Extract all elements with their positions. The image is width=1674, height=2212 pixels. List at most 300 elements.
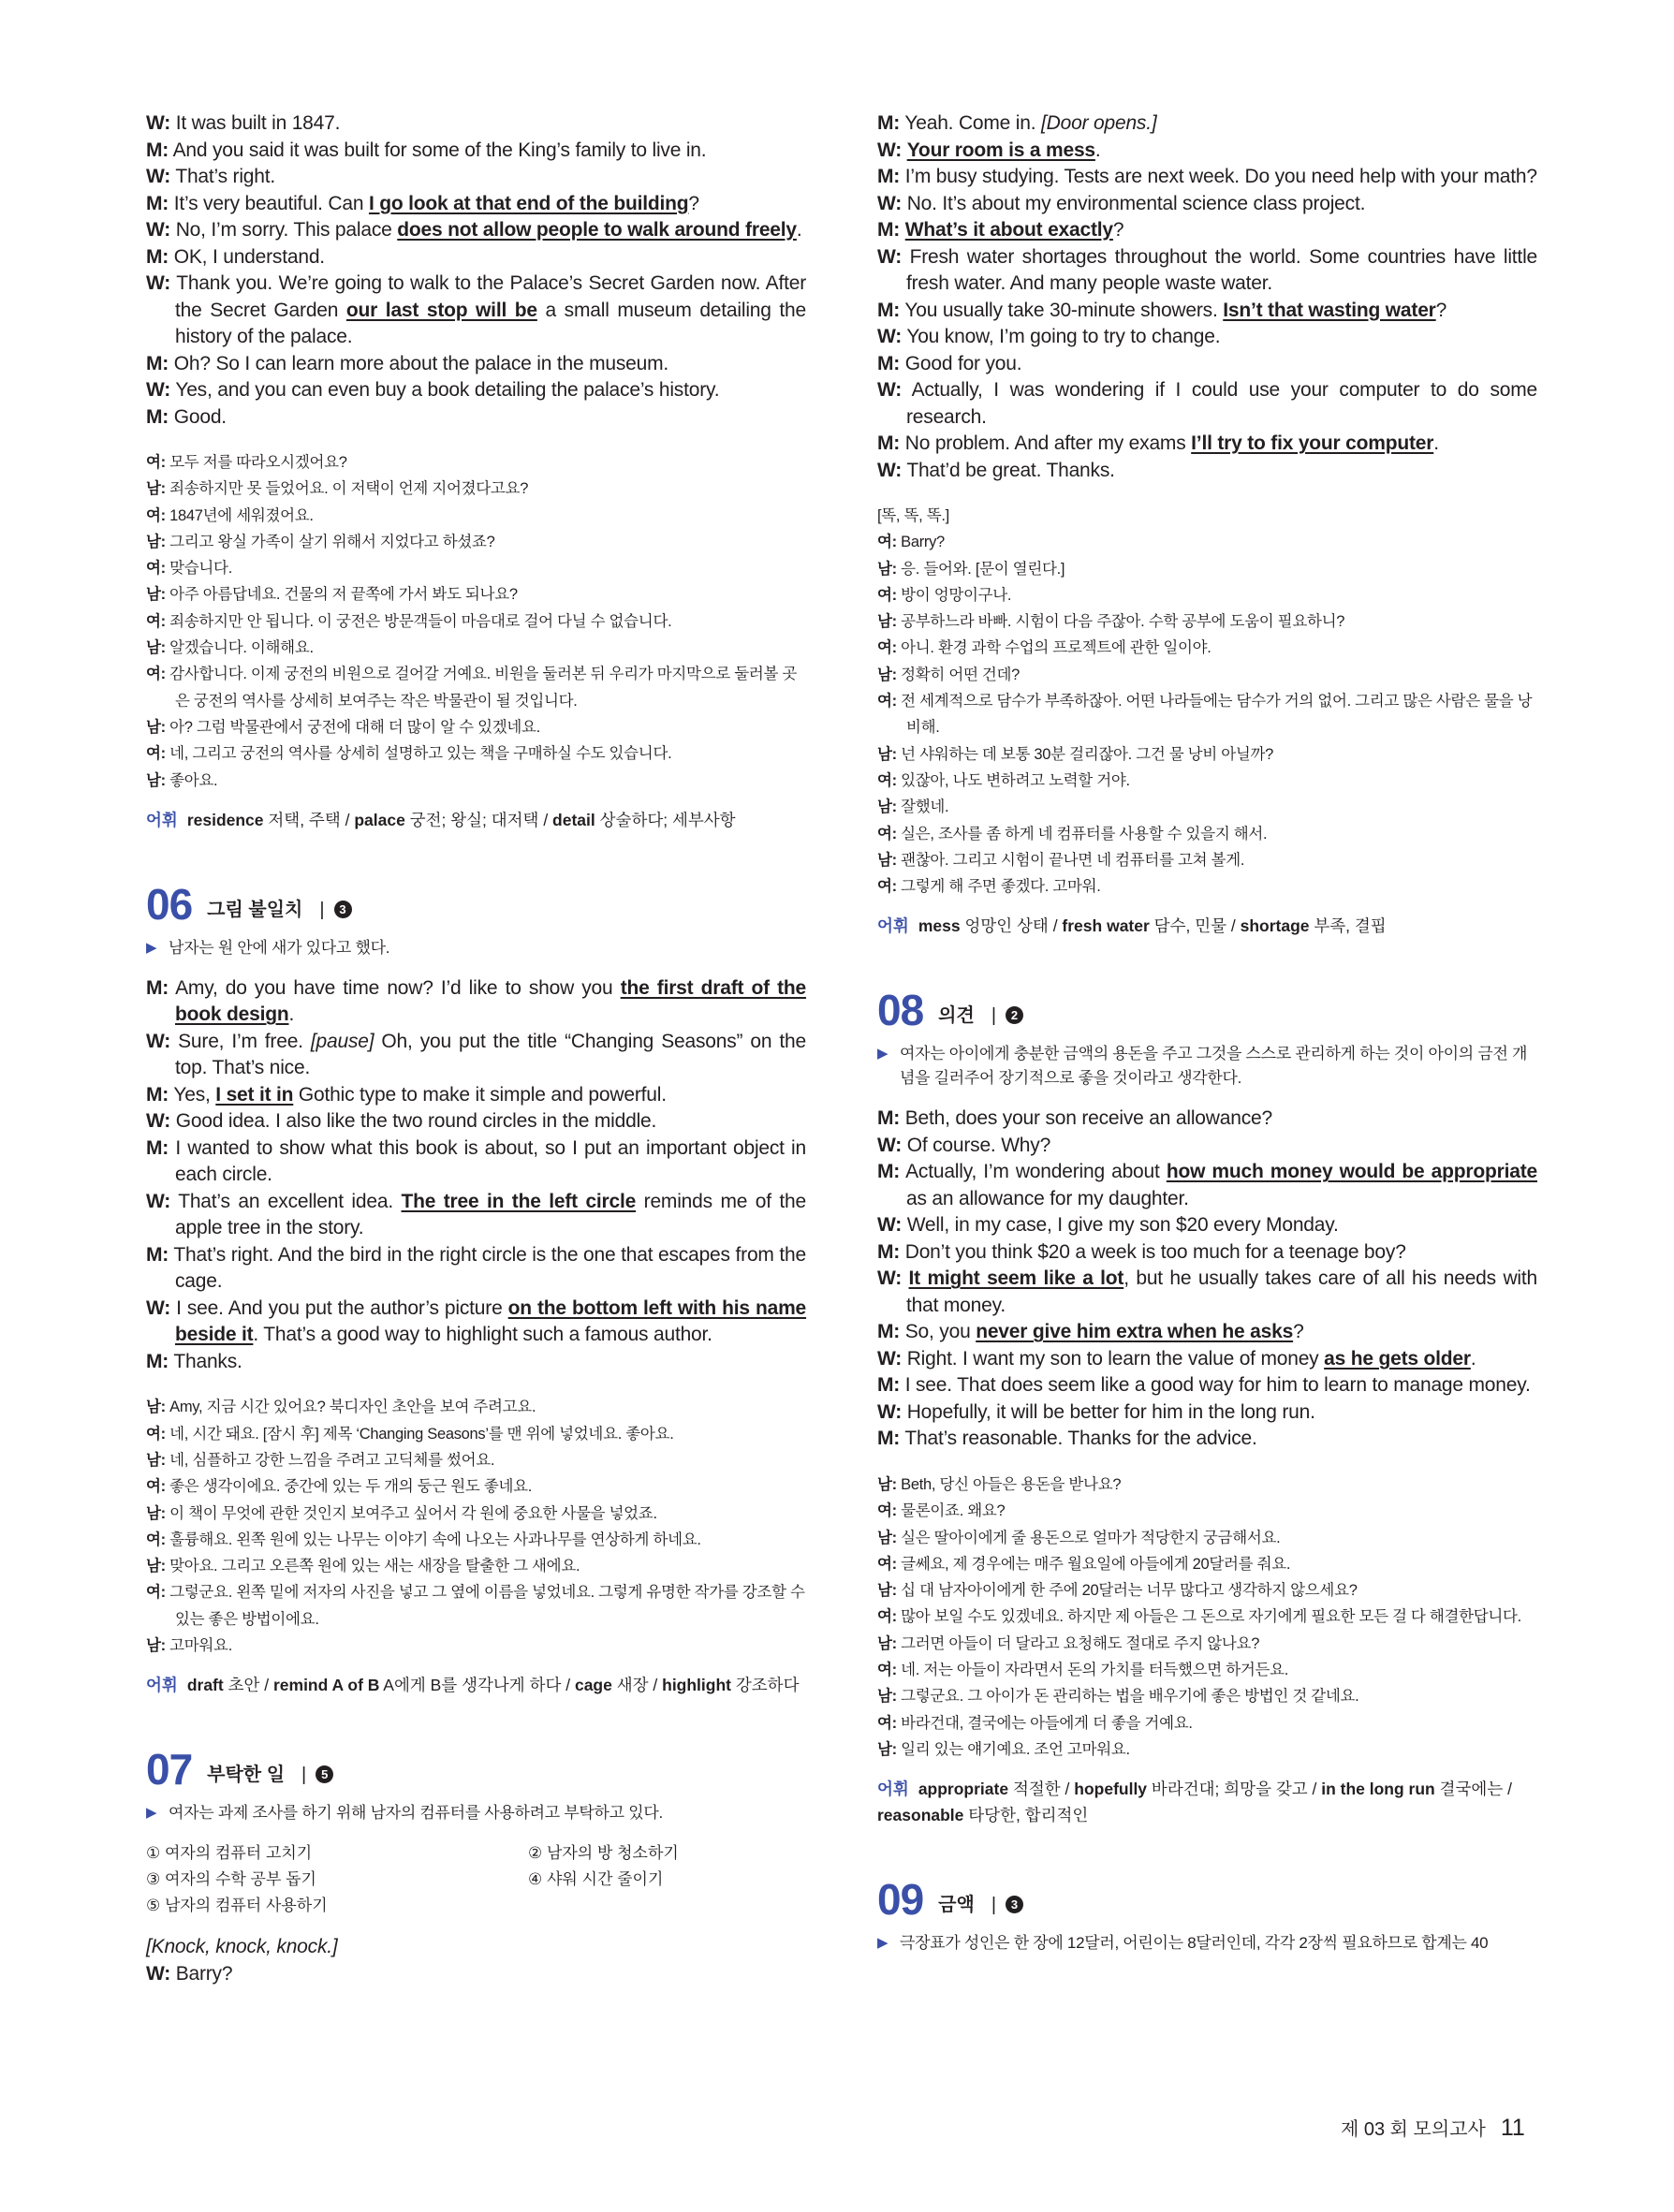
dialogue-text: . That’s a good way to highlight such a famous author. <box>253 1324 712 1346</box>
translation-line <box>877 635 1537 661</box>
option-1: ① 여자의 컴퓨터 고치기 <box>146 1844 313 1863</box>
question-type: 부탁한 일 <box>207 1765 286 1786</box>
speaker-label: 남: <box>877 560 897 578</box>
dialogue-line <box>146 1135 806 1189</box>
dialogue-text: That’s right. And the bird in the right circle is the one that escapes from the cage. <box>173 1243 806 1293</box>
triangle-bullet-icon: ▶ <box>146 1805 157 1822</box>
translation-text: 바라건대, 결국에는 아들에게 더 좋을 거예요. <box>901 1714 1193 1732</box>
speaker-label: M: <box>877 352 901 374</box>
translation-line <box>146 1553 806 1579</box>
dialogue-line <box>877 110 1537 138</box>
speaker-label: W: <box>146 112 171 134</box>
vocab-label: 어휘 <box>877 1780 909 1799</box>
speaker-label: M: <box>146 1136 169 1159</box>
dialogue-q05-korean <box>146 449 806 794</box>
translation-text: 이 책이 무엇에 관한 것인지 보여주고 싶어서 각 원에 중요한 사물을 넣었죠. <box>169 1504 657 1522</box>
dialogue-line <box>877 164 1537 191</box>
dialogue-text: Actually, I’m wondering about <box>905 1161 1167 1183</box>
translation-text: 일리 있는 얘기예요. 조언 고마워요. <box>901 1740 1130 1758</box>
speaker-label: 여: <box>877 639 897 657</box>
dialogue-line <box>877 431 1537 458</box>
vocab-meaning: 상술하다; 세부사항 <box>595 810 736 829</box>
speaker-label: 여: <box>146 560 166 578</box>
speaker-label: W: <box>146 1030 171 1052</box>
translation-line <box>146 635 806 661</box>
translation-text: 훌륭해요. 왼쪽 원에 있는 나무는 이야기 속에 나오는 사과나무를 연상하게 하네요. <box>169 1531 701 1548</box>
stage-direction: [Knock, knock, knock.] <box>146 1936 338 1958</box>
dialogue-q08-korean <box>877 1472 1537 1763</box>
speaker-label: 남: <box>877 1529 897 1546</box>
dialogue-line <box>877 1212 1537 1239</box>
translation-text: 괜찮아. 그리고 시험이 끝나면 네 컴퓨터를 고쳐 볼게. <box>901 851 1245 869</box>
vocab-meaning: 새장 / <box>611 1676 663 1695</box>
translation-line <box>877 1710 1537 1736</box>
translation-line <box>877 1472 1537 1498</box>
translation-line <box>146 661 806 714</box>
translation-line <box>877 1683 1537 1709</box>
translation-line <box>877 1736 1537 1763</box>
question-06-header <box>146 879 806 929</box>
exam-label: 제 03 회 모의고사 <box>1341 2119 1486 2140</box>
speaker-label: 남: <box>146 1504 166 1522</box>
speaker-label: 남: <box>146 1399 166 1416</box>
translation-text: 그렇군요. 그 아이가 돈 관리하는 법을 배우기에 좋은 방법인 것 같네요. <box>901 1688 1359 1706</box>
key-phrase: I go look at that end of the building <box>368 192 689 214</box>
speaker-label: M: <box>146 1083 169 1106</box>
dialogue-line <box>877 1133 1537 1160</box>
translation-line <box>146 1633 806 1659</box>
page-number: 11 <box>1500 2115 1525 2141</box>
speaker-label: M: <box>146 1243 169 1266</box>
dialogue-text: That’s reasonable. Thanks for the advice. <box>904 1428 1257 1450</box>
dialogue-text: I see. That does seem like a good way for him to learn to manage money. <box>904 1374 1531 1397</box>
dialogue-line <box>877 458 1537 485</box>
speaker-label: 여: <box>877 771 897 789</box>
speaker-label: 남: <box>877 1688 897 1706</box>
vocab-term: hopefully <box>1074 1780 1148 1799</box>
translation-line <box>146 1421 806 1447</box>
translation-line <box>146 740 806 767</box>
translation-text: 그러면 아들이 더 달라고 요청해도 절대로 주지 않나요? <box>901 1634 1260 1652</box>
translation-line <box>877 1657 1537 1683</box>
speaker-label: 여: <box>146 454 166 471</box>
dialogue-text: Good idea. I also like the two round circles in the middle. <box>175 1110 657 1133</box>
translation-line <box>877 1631 1537 1657</box>
translation-text: 네. 저는 아들이 자라면서 돈의 가치를 터득했으면 하거든요. <box>901 1662 1289 1679</box>
dialogue-q05-english <box>146 110 806 431</box>
translation-text: 실은, 조사를 좀 하게 네 컴퓨터를 사용할 수 있을지 해서. <box>901 825 1268 842</box>
stage-direction: [Door opens.] <box>1041 112 1157 134</box>
translation-line <box>146 449 806 476</box>
speaker-label: 남: <box>146 1558 166 1575</box>
dialogue-text: No problem. And after my exams <box>904 432 1192 454</box>
answer-options-q07 <box>146 1840 806 1919</box>
speaker-label: 남: <box>877 851 897 869</box>
translation-line <box>146 1447 806 1473</box>
vocab-meaning: 초안 / <box>223 1676 273 1695</box>
speaker-label: M: <box>877 1107 901 1130</box>
vocab-q05 <box>146 807 806 833</box>
dialogue-q06-korean <box>146 1394 806 1659</box>
dialogue-text: Oh? So I can learn more about the palace in the museum. <box>173 352 669 374</box>
dialogue-line <box>877 1239 1537 1267</box>
explanation-q09: ▶ 극장표가 성인은 한 장에 12달러, 어린이는 8달러인데, 각각 2장씩 필요하므로 합계는 40 <box>877 1931 1537 1956</box>
option-2: ② 남자의 방 청소하기 <box>528 1844 679 1863</box>
dialogue-text: That’s right. <box>175 166 276 187</box>
speaker-label: 여: <box>877 825 897 842</box>
translation-text: 죄송하지만 못 들었어요. 이 저택이 언제 지어졌다고요? <box>169 480 529 498</box>
speaker-label: 여: <box>146 506 166 524</box>
translation-text: 응. 들어와. [문이 열린다.] <box>901 560 1065 578</box>
vocab-term: in the long run <box>1321 1780 1435 1799</box>
dialogue-text: Fresh water shortages throughout the world. Some countries have little fresh water. And many people waste water. <box>906 245 1538 294</box>
option-3: ③ 여자의 수학 공부 돕기 <box>146 1870 316 1889</box>
speaker-label: 여: <box>146 1425 166 1443</box>
question-number: 08 <box>877 986 924 1035</box>
dialogue-line <box>146 404 806 432</box>
vocab-label: 어휘 <box>877 916 909 936</box>
dialogue-text: I see. And you put the author’s picture <box>176 1296 508 1319</box>
dialogue-line <box>877 1319 1537 1346</box>
translation-text: 공부하느라 바빠. 시험이 다음 주잖아. 수학 공부에 도움이 필요하니? <box>901 613 1345 631</box>
vocab-q07 <box>877 913 1537 939</box>
vocab-label: 어휘 <box>146 810 178 829</box>
key-phrase: I’ll try to fix your computer <box>1191 432 1434 454</box>
translation-text: 좋아요. <box>169 771 218 789</box>
question-number: 06 <box>146 879 193 929</box>
translation-text: 그렇게 해 주면 좋겠다. 고마워. <box>901 878 1101 896</box>
key-phrase: Your room is a mess <box>906 139 1095 161</box>
speaker-label: 남: <box>146 533 166 550</box>
key-phrase: as he gets older <box>1324 1347 1471 1370</box>
translation-text: 죄송하지만 안 됩니다. 이 궁전은 방문객들이 마음대로 걸어 다닐 수 없습니다. <box>169 612 672 630</box>
key-phrase: how much money would be appropriate <box>1166 1161 1537 1183</box>
vocab-meaning: 강조하다 <box>731 1676 800 1695</box>
translation-text: 네, 심플하고 강한 느낌을 주려고 고딕체를 썼어요. <box>169 1451 495 1469</box>
speaker-label: 남: <box>877 1740 897 1758</box>
speaker-label: 여: <box>146 1584 166 1602</box>
dialogue-text: You usually take 30-minute showers. <box>904 299 1224 321</box>
vocab-term: fresh water <box>1062 916 1150 936</box>
dialogue-q07-korean <box>877 503 1537 900</box>
question-07-header <box>146 1745 806 1795</box>
speaker-label: M: <box>146 1350 169 1372</box>
dialogue-line <box>877 351 1537 378</box>
speaker-label: 남: <box>146 639 166 657</box>
translation-text: 네, 그리고 궁전의 역사를 상세히 설명하고 있는 책을 구매하실 수도 있습니다. <box>169 745 672 763</box>
translation-text: 방이 엉망이구나. <box>901 586 1012 604</box>
dialogue-line <box>146 1934 806 1961</box>
dialogue-text: I wanted to show what this book is about, so I put an important object in each circle. <box>175 1136 806 1186</box>
dialogue-line <box>877 217 1537 244</box>
answer-badge: 3 <box>334 901 352 918</box>
dialogue-text: OK, I understand. <box>173 245 325 268</box>
speaker-label: 남: <box>877 798 897 816</box>
translation-text: 모두 저를 따라오시겠어요? <box>169 454 347 471</box>
dialogue-line <box>877 1159 1537 1212</box>
translation-line <box>877 608 1537 635</box>
translation-line <box>877 662 1537 688</box>
right-column <box>877 110 1537 1956</box>
dialogue-text: Actually, I was wondering if I could use your computer to do some research. <box>906 379 1537 428</box>
explanation-q06: ▶ 남자는 원 안에 새가 있다고 했다. <box>146 936 806 960</box>
vocab-meaning: 궁전; 왕실; 대저택 / <box>404 810 553 829</box>
vocab-meaning: A에게 B를 생각나게 하다 / <box>379 1676 575 1695</box>
key-phrase: does not allow people to walk around freely <box>397 219 797 241</box>
dialogue-line <box>877 324 1537 351</box>
translation-text: Amy, 지금 시간 있어요? 북디자인 초안을 보여 주려고요. <box>169 1399 536 1416</box>
key-phrase: on the bottom left with his name beside it <box>175 1296 807 1346</box>
speaker-label: 남: <box>146 1637 166 1655</box>
dialogue-text: No. It’s about my environmental science class project. <box>906 192 1366 214</box>
dialogue-text: Yes, <box>173 1083 216 1106</box>
translation-text: [똑, 똑, 똑.] <box>877 507 949 524</box>
dialogue-text: . <box>1470 1347 1476 1370</box>
translation-line <box>146 529 806 555</box>
translation-line <box>877 1498 1537 1524</box>
dialogue-text: No, I’m sorry. This palace <box>175 219 398 241</box>
speaker-label: W: <box>877 192 903 214</box>
vocab-meaning: 엉망인 상태 / <box>960 916 1063 936</box>
vocab-meaning: 타당한, 합리적인 <box>963 1806 1089 1825</box>
dialogue-line <box>146 191 806 218</box>
translation-line <box>877 768 1537 794</box>
dialogue-line <box>877 1399 1537 1427</box>
dialogue-text: Well, in my case, I give my son $20 every Monday. <box>906 1214 1339 1237</box>
translation-line <box>877 821 1537 847</box>
speaker-label: W: <box>146 1190 171 1212</box>
divider-bar: | <box>991 1005 997 1027</box>
speaker-label: 여: <box>877 1608 897 1626</box>
speaker-label: M: <box>146 192 169 214</box>
speaker-label: M: <box>877 166 901 187</box>
dialogue-text: ? <box>688 192 699 214</box>
vocab-term: residence <box>186 810 264 829</box>
key-phrase: I set it in <box>215 1083 294 1106</box>
translation-line <box>146 555 806 581</box>
dialogue-text: Gothic type to make it simple and powerful. <box>293 1083 667 1106</box>
dialogue-line <box>877 1372 1537 1399</box>
left-column <box>146 110 806 1987</box>
vocab-meaning: 부족, 결핍 <box>1309 916 1387 936</box>
speaker-label: W: <box>877 1267 903 1290</box>
key-phrase: What’s it about exactly <box>904 219 1113 241</box>
dialogue-text: ? <box>1293 1321 1304 1343</box>
translation-line <box>146 503 806 529</box>
speaker-label: M: <box>146 245 169 268</box>
key-phrase: It might seem like a lot <box>908 1267 1124 1290</box>
speaker-label: 남: <box>146 586 166 604</box>
dialogue-text: Oh, you put the title “Changing Seasons” on the top. That’s nice. <box>175 1030 806 1079</box>
translation-line <box>877 1525 1537 1551</box>
dialogue-text: You know, I’m going to try to change. <box>906 326 1221 347</box>
triangle-bullet-icon: ▶ <box>877 1046 888 1062</box>
dialogue-line <box>146 351 806 378</box>
translation-text: 맞아요. 그리고 오른쪽 원에 있는 새는 새장을 탈출한 그 새에요. <box>169 1558 580 1575</box>
question-type: 그림 불일치 <box>207 899 303 920</box>
speaker-label: M: <box>877 1240 901 1263</box>
vocab-term: palace <box>354 810 405 829</box>
speaker-label: W: <box>146 379 171 401</box>
speaker-label: W: <box>877 1347 903 1370</box>
translation-line <box>146 714 806 740</box>
dialogue-line <box>877 191 1537 218</box>
speaker-label: 남: <box>877 1475 897 1493</box>
dialogue-text: Yes, and you can even buy a book detailing the palace’s history. <box>175 379 720 401</box>
speaker-label: 남: <box>877 1634 897 1652</box>
translation-text: 알겠습니다. 이해해요. <box>169 639 314 657</box>
dialogue-text: I’m busy studying. Tests are next week. Do you need help with your math? <box>904 166 1537 187</box>
speaker-label: M: <box>877 1374 901 1397</box>
vocab-term: appropriate <box>918 1780 1009 1799</box>
dialogue-text: Don’t you think $20 a week is too much for a teenage boy? <box>904 1240 1406 1263</box>
dialogue-q06-english <box>146 975 806 1376</box>
dialogue-line <box>146 377 806 404</box>
dialogue-text: Barry? <box>175 1962 233 1985</box>
translation-text: 좋은 생각이에요. 중간에 있는 두 개의 둥근 원도 좋네요. <box>169 1478 533 1496</box>
explanation-q08: ▶ 여자는 아이에게 충분한 금액의 용돈을 주고 그것을 스스로 관리하게 하는 것이 아이의 금전 개념을 길러주어 장기적으로 좋을 것이라고 생각한다. <box>877 1042 1537 1091</box>
translation-line <box>877 503 1537 529</box>
translation-text: Barry? <box>901 534 945 551</box>
speaker-label: 남: <box>877 613 897 631</box>
translation-text: 전 세계적으로 담수가 부족하잖아. 어떤 나라들에는 담수가 거의 없어. 그리고 많은 사람은 물을 낭비해. <box>901 693 1533 737</box>
question-type: 금액 <box>938 1895 975 1916</box>
dialogue-text: Amy, do you have time now? I’d like to show you <box>175 976 621 999</box>
speaker-label: 여: <box>146 666 166 683</box>
answer-badge: 5 <box>316 1765 333 1783</box>
vocab-meaning: 결국에는 / <box>1434 1780 1512 1799</box>
speaker-label: W: <box>877 139 903 161</box>
translation-text: 네, 시간 돼요. [잠시 후] 제목 ‘Changing Seasons’를 맨 위에 넣었네요. 좋아요. <box>169 1425 674 1443</box>
key-phrase: our last stop will be <box>345 299 537 321</box>
translation-text: 고마워요. <box>169 1637 232 1655</box>
option-4: ④ 샤워 시간 줄이기 <box>528 1870 664 1889</box>
translation-line <box>146 1394 806 1420</box>
speaker-label: 여: <box>877 1555 897 1573</box>
vocab-term: remind A of B <box>272 1676 380 1695</box>
speaker-label: M: <box>877 1321 901 1343</box>
question-08-header <box>877 988 1537 1033</box>
question-type: 의견 <box>938 1005 975 1027</box>
key-phrase: The tree in the left circle <box>401 1190 637 1212</box>
translation-text: 아주 아름답네요. 건물의 저 끝쪽에 가서 봐도 되나요? <box>169 586 518 604</box>
translation-text: 감사합니다. 이제 궁전의 비원으로 걸어갈 거예요. 비원을 둘러본 뒤 우리가 마지막으로 둘러볼 곳은 궁전의 역사를 상세히 보여주는 작은 박물관이 될 것입니다. <box>169 666 798 710</box>
translation-line <box>146 1579 806 1633</box>
speaker-label: 여: <box>877 586 897 604</box>
translation-text: 십 대 남자아이에게 한 주에 20달러는 너무 많다고 생각하지 않으세요? <box>901 1582 1358 1600</box>
speaker-label: W: <box>146 219 171 241</box>
dialogue-line <box>877 377 1537 431</box>
dialogue-text: ? <box>1435 299 1447 321</box>
question-09-header <box>877 1875 1537 1925</box>
translation-line <box>877 794 1537 820</box>
translation-text: 맞습니다. <box>169 560 232 578</box>
translation-line <box>146 608 806 635</box>
speaker-label: 여: <box>146 1478 166 1496</box>
translation-text: 글쎄요, 제 경우에는 매주 월요일에 아들에게 20달러를 줘요. <box>901 1555 1291 1573</box>
dialogue-text: a small museum detailing the history of the palace. <box>175 299 806 347</box>
dialogue-text: Good for you. <box>904 352 1022 374</box>
translation-text: 잘했네. <box>901 798 949 816</box>
dialogue-q08-english <box>877 1106 1537 1453</box>
dialogue-text: Beth, does your son receive an allowance? <box>904 1107 1272 1130</box>
dialogue-q07-english-start <box>146 1934 806 1987</box>
dialogue-text: Hopefully, it will be better for him in the long run. <box>906 1400 1315 1423</box>
speaker-label: W: <box>146 1110 171 1133</box>
vocab-term: highlight <box>662 1676 731 1695</box>
dialogue-text: Good. <box>173 405 227 428</box>
translation-text: 정확히 어떤 건데? <box>901 666 1021 683</box>
dialogue-text: Of course. Why? <box>906 1134 1051 1156</box>
dialogue-line <box>146 1108 806 1135</box>
speaker-label: 여: <box>877 534 897 551</box>
vocab-meaning: 담수, 민물 / <box>1149 916 1241 936</box>
vocab-term: detail <box>552 810 595 829</box>
dialogue-line <box>146 138 806 165</box>
dialogue-text: as an allowance for my daughter. <box>906 1187 1189 1209</box>
translation-line <box>146 1527 806 1553</box>
speaker-label: W: <box>877 1400 903 1423</box>
triangle-bullet-icon: ▶ <box>877 1935 888 1952</box>
dialogue-line <box>146 1961 806 1988</box>
speaker-label: M: <box>877 219 901 241</box>
vocab-meaning: 적절한 / <box>1008 1780 1075 1799</box>
dialogue-line <box>146 1189 806 1242</box>
dialogue-text: reminds me of the apple tree in the story. <box>175 1190 806 1239</box>
dialogue-text: . <box>1433 432 1439 454</box>
vocab-q08 <box>877 1776 1537 1828</box>
translation-line <box>877 1577 1537 1604</box>
speaker-label: 남: <box>146 1451 166 1469</box>
dialogue-line <box>146 244 806 271</box>
speaker-label: W: <box>146 166 171 187</box>
dialogue-line <box>146 975 806 1029</box>
translation-text: 있잖아, 나도 변하려고 노력할 거야. <box>901 771 1130 789</box>
dialogue-text: It’s very beautiful. Can <box>173 192 369 214</box>
dialogue-text: . <box>1094 139 1101 161</box>
speaker-label: 남: <box>877 1582 897 1600</box>
vocab-meaning: 저택, 주택 / <box>263 810 355 829</box>
speaker-label: 여: <box>146 1531 166 1548</box>
key-phrase: never give him extra when he asks <box>976 1321 1294 1343</box>
dialogue-text: Thank you. We’re going to walk to the Palace’s Secret Garden now. After the Secret Garden <box>175 272 806 321</box>
speaker-label: M: <box>877 112 901 134</box>
translation-text: 아니. 환경 과학 수업의 프로젝트에 관한 일이야. <box>901 639 1211 657</box>
speaker-label: W: <box>877 245 903 268</box>
answer-badge: 2 <box>1006 1006 1023 1024</box>
vocab-term: shortage <box>1240 916 1310 936</box>
translation-text: 그렇군요. 왼쪽 밑에 저자의 사진을 넣고 그 옆에 이름을 넣었네요. 그렇게 유명한 작가를 강조할 수 있는 좋은 방법이에요. <box>169 1584 805 1628</box>
speaker-label: W: <box>877 1214 903 1237</box>
vocab-term: reasonable <box>877 1806 964 1825</box>
dialogue-line <box>146 271 806 351</box>
translation-text: Beth, 당신 아들은 용돈을 받나요? <box>901 1475 1122 1493</box>
speaker-label: W: <box>146 1296 171 1319</box>
vocab-q06 <box>146 1672 806 1698</box>
key-phrase: the first draft of the book design <box>175 976 806 1026</box>
speaker-label: W: <box>877 459 903 481</box>
speaker-label: W: <box>146 272 171 294</box>
vocab-meaning: 바라건대; 희망을 갖고 / <box>1147 1780 1322 1799</box>
speaker-label: 여: <box>877 1714 897 1732</box>
speaker-label: 남: <box>146 718 166 736</box>
speaker-label: M: <box>146 139 169 161</box>
speaker-label: 남: <box>146 771 166 789</box>
dialogue-text: . <box>796 219 802 241</box>
translation-text: 그리고 왕실 가족이 살기 위해서 지었다고 하셨죠? <box>169 533 495 550</box>
dialogue-line <box>877 1266 1537 1319</box>
speaker-label: 여: <box>877 878 897 896</box>
